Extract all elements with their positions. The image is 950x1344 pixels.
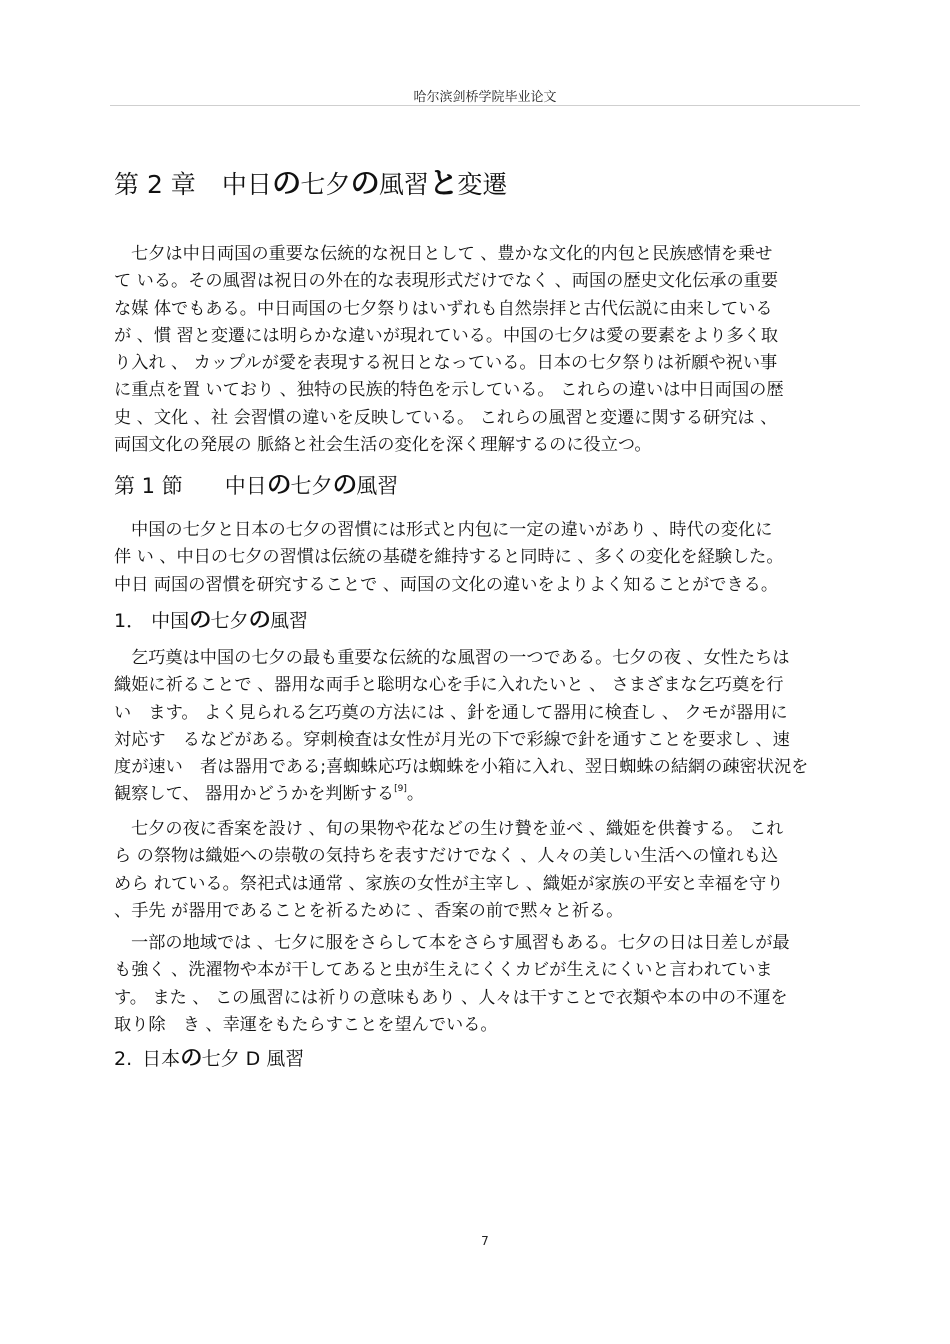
text-line: 乞巧奠は中国の七夕の最も重要な伝統的な風習の一つである。七夕の夜 、女性たちは — [131, 648, 790, 668]
text-line — [114, 781, 874, 808]
text-line: 七夕の夜に香案を設け 、旬の果物や花などの生け贄を並べ 、織姫を供養する。 これ — [131, 819, 784, 839]
section-heading — [114, 465, 398, 501]
text-line: て いる。その風習は祝日の外在的な表現形式だけでなく 、両国の歴史文化伝承の重要 — [114, 271, 779, 292]
text-line: 伴 い 、中日の七夕の習慣は伝統の基礎を維持すると同時に 、多くの変化を経験した。 — [114, 547, 784, 568]
text-line: に重点を置 いており 、独特の民族的特色を示している。 これらの違いは中日両国の歴 — [114, 380, 784, 401]
citation-reference: [9] — [394, 784, 407, 795]
subsection-title-particle: の — [180, 1045, 202, 1071]
text-line: ら の祭物は織姫への崇敬の気持ちを表すだけでなく 、人々の美しい生活への憧れも込 — [114, 846, 779, 867]
text-line: が 、慣 習と変遷には明らかな違いが現れている。中国の七夕は愛の要素をより多く取 — [114, 325, 779, 346]
subsection-title-part: 七夕 — [210, 610, 249, 632]
text-fragment: 観察して、 器用かどうかを判断する — [114, 784, 395, 805]
section-title-particle: の — [266, 470, 291, 499]
chapter-title-part: 変遷 — [457, 170, 508, 199]
intro-paragraph — [114, 241, 874, 459]
text-line: 、手先 が器用であることを祈るために 、香案の前で黙々と祈る。 — [114, 900, 624, 921]
text-line: 史 、文化 、社 会習慣の違いを反映している。 これらの風習と変遷に関する研究は 、 — [114, 407, 778, 428]
text-line: 度が速い 者は器用である;喜蜘蛛応巧は蜘蛛を小箱に入れ、翌日蜘蛛の結網の疎密状況を — [114, 757, 809, 778]
section-title-part: 七夕 — [290, 474, 333, 498]
header-rule — [110, 105, 860, 106]
subsection-title-part: 日本 — [142, 1048, 181, 1070]
text-line: も強く 、洗濯物や本が干してあると虫が生えにくくカビが生えにくいと言われていま — [114, 960, 773, 981]
text-line: 取り除 き 、幸運をもたらすことを望んでいる。 — [114, 1014, 498, 1035]
chapter-title-part: 中日 — [221, 170, 272, 199]
section-title-part: 中日 — [224, 474, 267, 498]
paragraph-drying — [114, 930, 874, 1039]
subsection-title-part: 風習 — [269, 610, 308, 632]
text-line: めら れている。祭祀式は通常 、家族の女性が主宰し 、織姫が家族の平安と幸福を守り — [114, 873, 784, 894]
running-header: 哈尔滨剑桥学院毕业论文 — [413, 90, 557, 105]
chapter-title-part: 風習 — [378, 170, 429, 199]
text-line: 対応す るなどがある。穿刺検査は女性が月光の下で彩線で針を通すことを要求し 、速 — [114, 729, 790, 750]
text-line: 中日 両国の習慣を研究することで 、両国の文化の違いをよりよく知ることができる。 — [114, 574, 779, 595]
text-line: 織姫に祈ることで 、器用な両手と聡明な心を手に入れたいと 、 さまざまな乞巧奠を行 — [114, 675, 784, 696]
page-number: 7 — [481, 1234, 489, 1248]
text-line: 七夕は中日両国の重要な伝統的な祝日として 、豊かな文化的内包と民族感情を乗せ — [131, 244, 773, 264]
chapter-heading — [114, 160, 507, 202]
section-number: 第 1 節 — [114, 474, 183, 498]
text-line: 一部の地域では 、七夕に服をさらして本をさらす風習もある。七夕の日は日差しが最 — [131, 933, 790, 953]
section-intro-paragraph — [114, 517, 874, 599]
chapter-title-part: 七夕 — [300, 170, 351, 199]
chapter-title-particle: の — [271, 166, 301, 200]
subsection-title-particle: の — [248, 607, 270, 633]
text-line: い ます。 よく見られる乞巧奠の方法には 、針を通して器用に検査し 、 クモが器用に — [114, 702, 788, 723]
chapter-title-particle: と — [428, 166, 458, 200]
subsection-heading-china — [114, 602, 308, 634]
chapter-number: 第 2 章 — [114, 170, 196, 199]
subsection-title-part: 中国 — [151, 610, 190, 632]
subsection-number: 1． — [114, 610, 146, 632]
chapter-title-particle: の — [350, 166, 379, 200]
subsection-title-part: 七夕 D 風習 — [201, 1048, 305, 1070]
text-fragment: 。 — [406, 784, 425, 805]
paragraph-qiqiao — [114, 645, 874, 809]
subsection-title-particle: の — [189, 607, 211, 633]
subsection-heading-japan — [114, 1040, 304, 1072]
text-line: り入れ 、 カップルが愛を表現する祝日となっている。日本の七夕祭りは祈願や祝い事 — [114, 353, 778, 374]
text-line: な媒 体でもある。中日両国の七夕祭りはいずれも自然崇拝と古代伝説に由来している — [114, 298, 773, 319]
section-title-part: 風習 — [356, 474, 399, 498]
text-line: 中国の七夕と日本の七夕の習慣には形式と内包に一定の違いがあり 、時代の変化に — [131, 520, 773, 540]
text-line: す。 また 、 この風習には祈りの意味もあり 、人々は干すことで衣類や本の中の不運を — [114, 987, 788, 1008]
text-line: 両国文化の発展の 脈絡と社会生活の変化を深く理解するのに役立つ。 — [114, 435, 652, 456]
section-title-particle: の — [332, 470, 357, 499]
paragraph-offering — [114, 816, 874, 925]
subsection-number: 2. — [114, 1048, 133, 1070]
